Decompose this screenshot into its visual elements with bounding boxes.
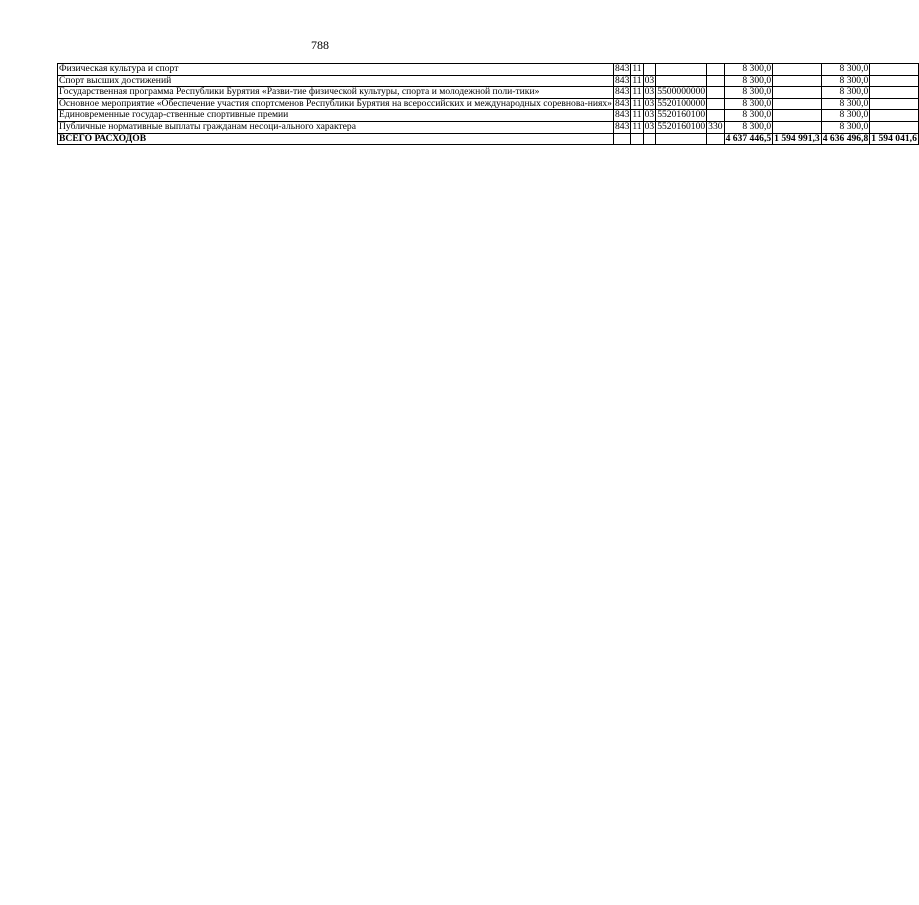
cell-subsection: 03 xyxy=(644,74,655,86)
total-sum3: 4 636 496,8 xyxy=(822,132,869,144)
cell-sum3: 8 300,0 xyxy=(821,98,870,110)
cell-sum4 xyxy=(870,87,919,99)
cell-subsection xyxy=(643,64,656,76)
cell-section: 11 xyxy=(632,63,642,74)
cell-sum3: 8 300,0 xyxy=(821,75,870,87)
table-row xyxy=(58,87,919,99)
cell-type xyxy=(707,133,724,145)
cell-section: 11 xyxy=(632,97,642,109)
cell-sum2 xyxy=(773,64,822,76)
cell-name: Государственная программа Республики Бурятия «Разви-тие физической культуры, спорта и молодежной поли-тики» xyxy=(58,87,614,99)
total-label: ВСЕГО РАСХОДОВ xyxy=(58,133,614,145)
cell-sum1: 8 300,0 xyxy=(724,110,773,122)
cell-section: 11 xyxy=(632,74,642,86)
cell-sum2 xyxy=(773,121,822,133)
cell-target xyxy=(656,133,707,145)
table-row xyxy=(58,64,919,76)
cell-sum2 xyxy=(773,110,822,122)
cell-sum3: 8 300,0 xyxy=(821,87,870,99)
cell-section: 11 xyxy=(632,86,642,98)
cell-grbs: 843 xyxy=(614,74,630,86)
cell-target: 5500000000 xyxy=(657,86,706,98)
cell-subsection: 03 xyxy=(644,86,655,98)
cell-target: 5520160100 xyxy=(657,109,706,121)
cell-subsection: 03 xyxy=(644,97,655,109)
cell-sum4 xyxy=(870,98,919,110)
cell-subsection: 03 xyxy=(644,120,655,132)
cell-section xyxy=(631,133,643,145)
cell-section: 11 xyxy=(632,109,642,121)
cell-name: Физическая культура и спорт xyxy=(58,64,614,76)
cell-sum2 xyxy=(773,75,822,87)
cell-sum4 xyxy=(870,121,919,133)
cell-sum3: 8 300,0 xyxy=(821,121,870,133)
cell-target xyxy=(656,64,707,76)
page-number: 788 xyxy=(311,38,329,52)
table-row xyxy=(58,110,919,122)
table-row xyxy=(58,121,919,133)
cell-sum4 xyxy=(870,64,919,76)
cell-grbs: 843 xyxy=(614,109,630,121)
table-row xyxy=(58,98,919,110)
cell-name: Публичные нормативные выплаты гражданам несоци-ального характера xyxy=(58,121,614,133)
total-sum1: 4 637 446,5 xyxy=(725,132,772,144)
cell-grbs: 843 xyxy=(614,97,630,109)
cell-sum1: 8 300,0 xyxy=(724,87,773,99)
cell-grbs: 843 xyxy=(614,86,630,98)
cell-grbs xyxy=(613,133,630,145)
cell-type xyxy=(707,110,724,122)
cell-sum3: 8 300,0 xyxy=(821,110,870,122)
cell-sum2 xyxy=(773,87,822,99)
cell-target: 5520160100 xyxy=(657,120,706,132)
cell-sum1: 8 300,0 xyxy=(724,121,773,133)
cell-grbs: 843 xyxy=(614,63,630,74)
cell-sum4 xyxy=(870,110,919,122)
cell-sum3: 8 300,0 xyxy=(821,64,870,76)
cell-type xyxy=(707,64,724,76)
cell-sum4 xyxy=(870,75,919,87)
cell-type xyxy=(707,98,724,110)
table-row xyxy=(58,75,919,87)
cell-sum2 xyxy=(773,98,822,110)
cell-section: 11 xyxy=(632,120,642,132)
total-sum4: 1 594 041,6 xyxy=(871,132,917,144)
cell-subsection: 03 xyxy=(644,109,655,121)
total-sum2: 1 594 991,3 xyxy=(774,132,820,144)
cell-name: Единовременные государ-ственные спортивные премии xyxy=(58,110,614,122)
cell-sum1: 8 300,0 xyxy=(724,98,773,110)
expenditure-table xyxy=(57,63,919,145)
cell-name: Основное мероприятие «Обеспечение участия спортсменов Республики Бурятия на всероссийских и международных соревнова-ниях» xyxy=(59,97,612,109)
cell-grbs: 843 xyxy=(614,120,630,132)
cell-type xyxy=(707,87,724,99)
cell-name: Спорт высших достижений xyxy=(58,75,614,87)
cell-type xyxy=(707,75,724,87)
cell-sum1: 8 300,0 xyxy=(724,75,773,87)
cell-sum1: 8 300,0 xyxy=(724,64,773,76)
cell-type: 330 xyxy=(708,120,723,132)
cell-target: 5520100000 xyxy=(657,97,706,109)
cell-target xyxy=(656,75,707,87)
total-row xyxy=(58,133,919,145)
cell-subsection xyxy=(643,133,656,145)
